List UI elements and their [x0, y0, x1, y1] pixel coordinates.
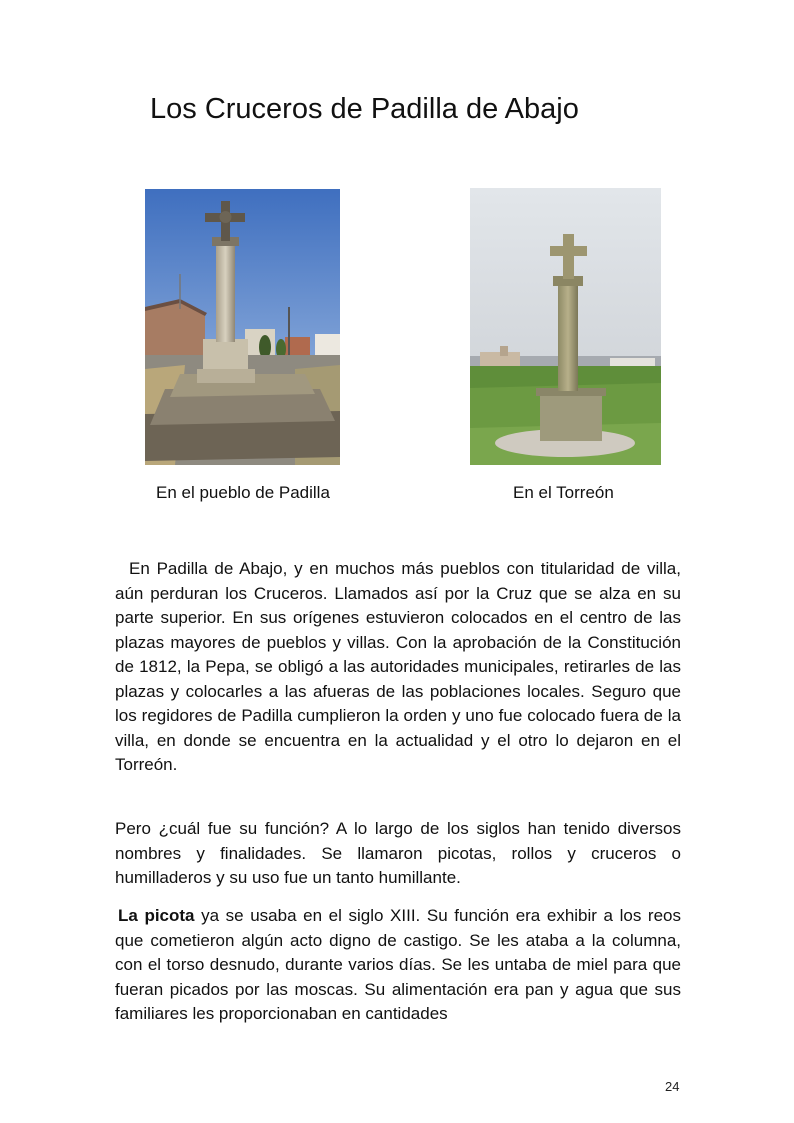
body-paragraph: Pero ¿cuál fue su función? A lo largo de los siglos han tenido diversos nombres y finalidades. Se llamaron picotas, rollos y cruceros o humilladeros y su uso fue un tanto humillante. [115, 819, 681, 887]
page-number: 24 [665, 1079, 680, 1094]
body-paragraph: En Padilla de Abajo, y en muchos más pueblos con titularidad de villa, aún perduran los Cruceros. Llamados así por la Cruz que se alza en su parte superior. En sus orígenes estuvieron colocados en el centro de las plazas mayores de pueblos y villas. Con la aprobación de la Constitución de 1812, la Pepa, se obligó a las autoridades municipales, retirarles de las plazas y colocarles a las afueras de las poblaciones locales. Seguro que los regidores de Padilla cumplieron la orden y uno fue colocado fuera de la villa, en donde se encuentra en la actualidad y el otro lo dejaron en el Torreón. [115, 559, 681, 774]
crucero-torreon-photo [470, 188, 661, 465]
page-title: Los Cruceros de Padilla de Abajo [150, 93, 579, 125]
photo-caption-torreon: En el Torreón [513, 483, 614, 502]
bold-term: La picota [118, 906, 195, 925]
crucero-village-photo [145, 189, 340, 465]
paragraph-text: ya se usaba en el siglo XIII. Su función era exhibir a los reos que cometieron algún acto digno de castigo. Se les ataba a la columna, con el torso desnudo, durante varios días. Se les untaba de miel para que fueran picados por las moscas. Su alimentación era pan y agua que sus familiares les proporcionaban en cantidades [115, 906, 681, 1023]
body-paragraph [115, 904, 681, 1027]
photo-caption-village: En el pueblo de Padilla [156, 483, 330, 502]
